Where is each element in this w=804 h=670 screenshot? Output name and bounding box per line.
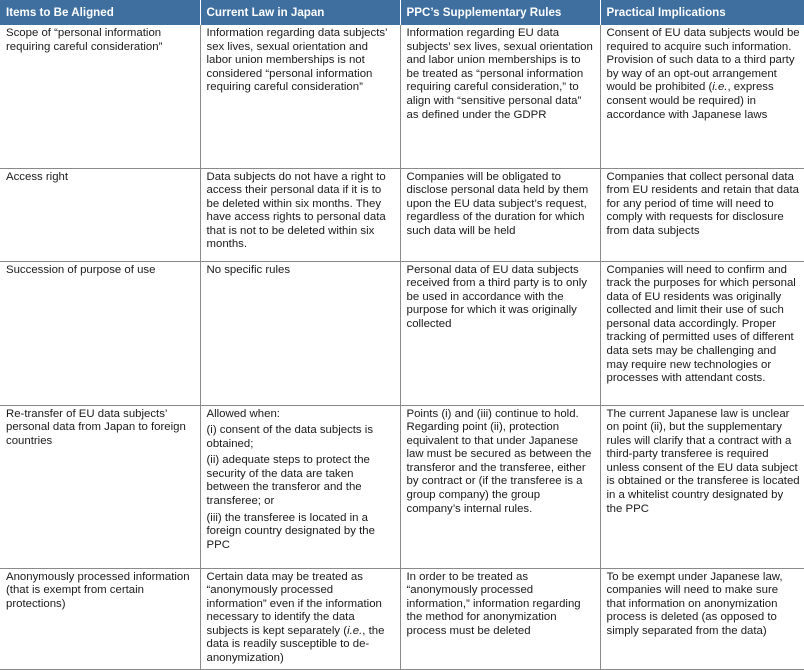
cell-implications: Companies that collect personal data from EU residents and retain that data for any period of time will need to comply with requests for disclosure from data subjects — [600, 168, 804, 261]
cell-ppc-rules: Points (i) and (iii) continue to hold. Regarding point (ii), protection equivalent to that under Japanese law must be secured as between the transferor and the transferee, either by contract or (if the transferee is a group company) the group company’s internal rules. — [400, 405, 600, 568]
paragraph: (i) consent of the data subjects is obtained; — [206, 424, 374, 450]
header-row — [0, 0, 804, 25]
cell-ppc-rules: Personal data of EU data subjects received from a third party is to only be used in accordance with the purpose for which it was originally collected — [400, 261, 600, 405]
cell-implications: Companies will need to confirm and track the purposes for which personal data of EU residents was originally collected and limit their use of such personal data accordingly. Proper tracking of permitted uses of different data sets may be challenging and may require new technologies or processes with attendant costs. — [600, 261, 804, 405]
cell-ppc-rules: Companies will be obligated to disclose personal data held by them upon the EU data subject’s request, regardless of the duration for which such data will be held — [400, 168, 600, 261]
table-row — [0, 405, 804, 568]
cell-current-law: Data subjects do not have a right to access their personal data if it is to be deleted within six months. They have access rights to personal data that is not to be deleted within six months. — [200, 168, 400, 261]
paragraph: (iii) the transferee is located in a foreign country designated by the PPC — [206, 511, 375, 551]
cell-implications: Consent of EU data subjects would be required to acquire such information. Provision of such data to a third party by way of an opt-out arrangement would be prohibited (i.e., express consent would be required) in accordance with Japanese laws — [600, 25, 804, 168]
cell-current-law: Certain data may be treated as “anonymously processed information” even if the information necessary to identify the data subjects is kept separately (i.e., the data is readily susceptible to de-anonymization) — [200, 568, 400, 669]
cell-current-law — [200, 405, 400, 568]
cell-implications: To be exempt under Japanese law, companies will need to make sure that information on anonymization process is deleted (as opposed to simply separated from the data) — [600, 568, 804, 669]
table-row — [0, 168, 804, 261]
cell-item: Scope of “personal information requiring careful consideration” — [0, 25, 200, 168]
cell-item: Re-transfer of EU data subjects’ personal data from Japan to foreign countries — [0, 405, 200, 568]
header-current-law: Current Law in Japan — [200, 0, 400, 25]
table-row — [0, 25, 804, 168]
cell-implications: The current Japanese law is unclear on point (ii), but the supplementary rules will clarify that a contract with a third-party transferee is required unless consent of the EU data subject is obtained or the transferee is located in a whitelist country designated by the PPC — [600, 405, 804, 568]
header-implications: Practical Implications — [600, 0, 804, 25]
cell-ppc-rules: Information regarding EU data subjects’ sex lives, sexual orientation and labor union memberships is to be treated as “personal information requiring careful consideration,” to align with “sensitive personal data” as defined under the GDPR — [400, 25, 600, 168]
cell-current-law: No specific rules — [200, 261, 400, 405]
cell-item: Access right — [0, 168, 200, 261]
table-row — [0, 568, 804, 669]
paragraph: Allowed when: — [206, 407, 280, 420]
paragraph: (ii) adequate steps to protect the security of the data are taken between the transferor and the transferee; or — [206, 454, 370, 508]
cell-item: Succession of purpose of use — [0, 261, 200, 405]
cell-ppc-rules: In order to be treated as “anonymously processed information,” information regarding the method for anonymization process must be deleted — [400, 568, 600, 669]
table-row — [0, 261, 804, 405]
cell-item: Anonymously processed information (that is exempt from certain protections) — [0, 568, 200, 669]
cell-current-law: Information regarding data subjects’ sex lives, sexual orientation and labor union memberships is not considered “personal information requiring careful consideration” — [200, 25, 400, 168]
header-items: Items to Be Aligned — [0, 0, 200, 25]
header-ppc-rules: PPC’s Supplementary Rules — [400, 0, 600, 25]
